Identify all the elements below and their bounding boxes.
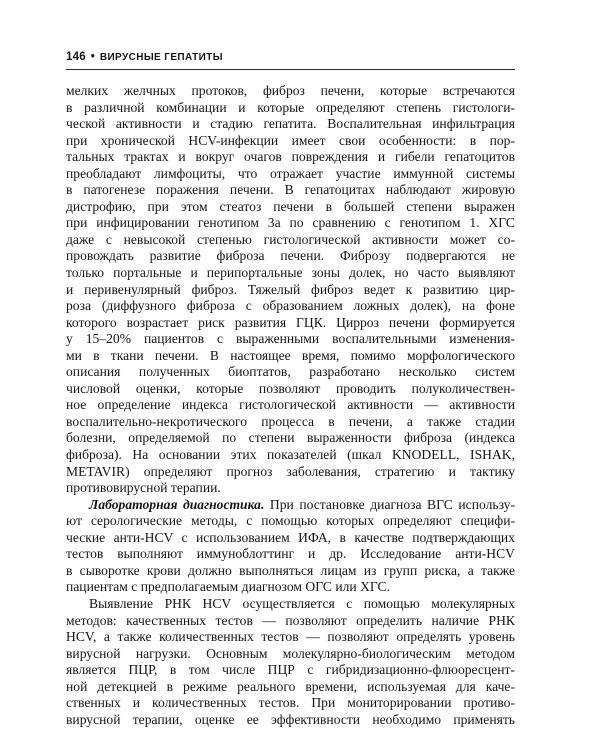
text-line: ми в ткани печени. В настоящее время, помимо морфологического bbox=[66, 347, 515, 363]
text-line: HCV, а также количественных тестов — позволяют определять уровень bbox=[66, 629, 515, 645]
text-line: METAVIR) определяют прогноз заболевания, стратегию и тактику bbox=[66, 463, 515, 479]
text-line: ное определение индекса гистологической активности — активности bbox=[66, 397, 515, 413]
text-line: в сыворотке крови должно выполняться лицам из групп риска, а также bbox=[66, 562, 515, 578]
text-line: воспалительно-некротического процесса в печени, а также стадии bbox=[66, 413, 515, 429]
text-line: роза (диффузного фиброза с образованием ложных долек), на фоне bbox=[66, 298, 515, 314]
text-line: тестов выполняют иммуноблоттинг и др. Исследование анти-HCV bbox=[66, 546, 515, 562]
text-line: ственных и количественных тестов. При мониторировании противо- bbox=[66, 695, 515, 711]
header-bullet: • bbox=[90, 51, 95, 63]
text-line: у 15–20% пациентов с выраженными воспалительными изменения- bbox=[66, 331, 515, 347]
text-line: пациентам с предполагаемым диагнозом ОГС или ХГС. bbox=[66, 579, 391, 595]
text-line: болезни, определяемой по степени выраженности фиброза (индекса bbox=[66, 430, 515, 446]
running-title: ВИРУСНЫЕ ГЕПАТИТЫ bbox=[99, 52, 223, 63]
text-line: вирусной терапии, оценке ее эффективности необходимо применять bbox=[66, 711, 515, 727]
section-lead-heading: Лабораторная диагностика. bbox=[89, 496, 265, 512]
text-line: Выявление РНК HCV осуществляется с помощью молекулярных bbox=[89, 595, 515, 611]
text-line: ческой активности и стадию гепатита. Воспалительная инфильтрация bbox=[66, 116, 515, 132]
text-line: мелких желчных протоков, фиброз печени, которые встречаются bbox=[66, 83, 515, 98]
text-line: противовирусной терапии. bbox=[66, 480, 221, 496]
text-line: числовой оценки, которые позволяют проводить полуколичествен- bbox=[66, 380, 515, 396]
paragraph-lead-line bbox=[66, 497, 515, 514]
text-line: ют серологические методы, с помощью которых определяют специфи- bbox=[66, 513, 515, 529]
text-line: в различной комбинации и которые определяют степень гистологи- bbox=[66, 99, 515, 115]
header-rule bbox=[66, 69, 515, 70]
text-line: при инфицировании генотипом 3а по сравнению с генотипом 1. ХГС bbox=[66, 215, 515, 231]
text-line: ческие анти-HCV с использованием ИФА, в качестве подтверждающих bbox=[66, 529, 515, 545]
text-line: провождать развитие фиброза печени. Фиброзу подвергаются не bbox=[66, 248, 515, 264]
text-run: При постановке диагноза ВГС использу- bbox=[264, 496, 515, 512]
text-line: тальных трактах и вокруг очагов повреждения и гибели гепатоцитов bbox=[66, 149, 515, 165]
text-line: дистрофию, при этом стеатоз печени в большей степени выражен bbox=[66, 198, 515, 214]
text-line: ной детекцией в режиме реального времени, используемая для каче- bbox=[66, 678, 515, 694]
text-line: вирусной нагрузки. Основным молекулярно-биологическим методом bbox=[66, 645, 515, 661]
running-header bbox=[66, 47, 515, 67]
text-line: является ПЦР, в том числе ПЦР с гибридизационно-флюоресцент- bbox=[66, 662, 515, 678]
text-line: только портальные и перипортальные зоны долек, но часто выявляют bbox=[66, 265, 515, 281]
text-line: и перивенулярный фиброз. Тяжелый фиброз ведет к развитию цир- bbox=[66, 281, 515, 297]
text-line: преобладают лимфоциты, что отражает участие иммунной системы bbox=[66, 165, 515, 181]
text-line: методов: качественных тестов — позволяют определить наличие РНК bbox=[66, 612, 515, 628]
text-line: в патогенезе поражения печени. В гепатоцитах наблюдают жировую bbox=[66, 182, 515, 198]
text-line: которого возрастает риск развития ГЦК. Цирроз печени формируется bbox=[66, 314, 515, 330]
text-line: описания полученных биоптатов, разработано несколько систем bbox=[66, 364, 515, 380]
text-line: даже с невысокой степенью гистологической активности может со- bbox=[66, 231, 515, 247]
text-line: фиброза). На основании этих показателей (шкал KNODELL, ISHAK, bbox=[66, 447, 515, 463]
text-line: при хронической HCV-инфекции имеет свои особенности: в пор- bbox=[66, 132, 515, 148]
page-number: 146 bbox=[66, 51, 86, 63]
body-text bbox=[66, 83, 515, 728]
